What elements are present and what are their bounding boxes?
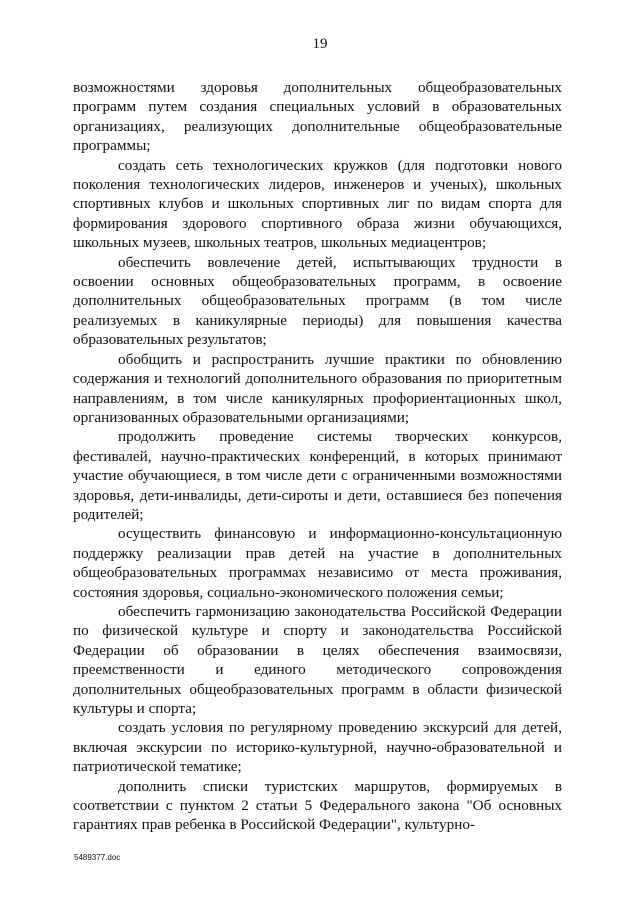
paragraph-excursions: создать условия по регулярному проведению экскурсий для детей, включая экскурсии по историко-культурной, научно-образовательной и патриотической тематике; bbox=[73, 719, 562, 776]
paragraph-contests: продолжить проведение системы творческих конкурсов, фестивалей, научно-практических конференций, в которых принимают участие обучающиеся, в том числе дети с ограниченными возможностями здоровья, дети-инвалиды, дети-сироты и дети, оставшиеся без попечения родителей; bbox=[73, 428, 562, 523]
paragraph-best-practices: обобщить и распространить лучшие практики по обновлению содержания и технологий дополнительного образования по приоритетным направлениям, в том числе каникулярных профориентационных школ, организованных образовательными организациями; bbox=[73, 350, 562, 426]
paragraph-children-involvement: обеспечить вовлечение детей, испытывающих трудности в освоении основных общеобразовательных программ, в освоение дополнительных общеобразовательных программ (в том числе реализуемых в каникулярные периоды) для повышения качества образовательных результатов; bbox=[73, 253, 562, 349]
paragraph-tech-clubs: создать сеть технологических кружков (для подготовки нового поколения технологических лидеров, инженеров и ученых), школьных спортивных клубов и школьных спортивных лиг по видам спорта для формирования здорового спортивного образа жизни обучающихся, школьных музеев, школьных театров, школьных медиацентров; bbox=[73, 156, 562, 252]
paragraph-continuation: возможностями здоровья дополнительных общеобразовательных программ путем создания специальных условий в образовательных организациях, реализующих дополнительные общеобразовательные программы; bbox=[73, 79, 562, 155]
paragraph-legislation: обеспечить гармонизацию законодательства Российской Федерации по физической культуре и спорту и законодательства Российской Федерации об образовании в целях обеспечения взаимосвязи, преемственности и единого методического сопровождения дополнительных общеобразовательных программ в области физической культуры и спорта; bbox=[73, 602, 562, 717]
page-number: 19 bbox=[312, 36, 328, 52]
document-body bbox=[73, 78, 562, 835]
paragraph-tourist-routes: дополнить списки туристских маршрутов, формируемых в соответствии с пунктом 2 статьи 5 Федерального закона "Об основных гарантиях прав ребенка в Российской Федерации", культурно- bbox=[73, 777, 562, 834]
paragraph-financial-support: осуществить финансовую и информационно-консультационную поддержку реализации прав детей на участие в дополнительных общеобразовательных программах независимо от места проживания, состояния здоровья, социально-экономического положения семьи; bbox=[73, 525, 562, 601]
document-file-code: 5489377.doc bbox=[74, 853, 121, 862]
